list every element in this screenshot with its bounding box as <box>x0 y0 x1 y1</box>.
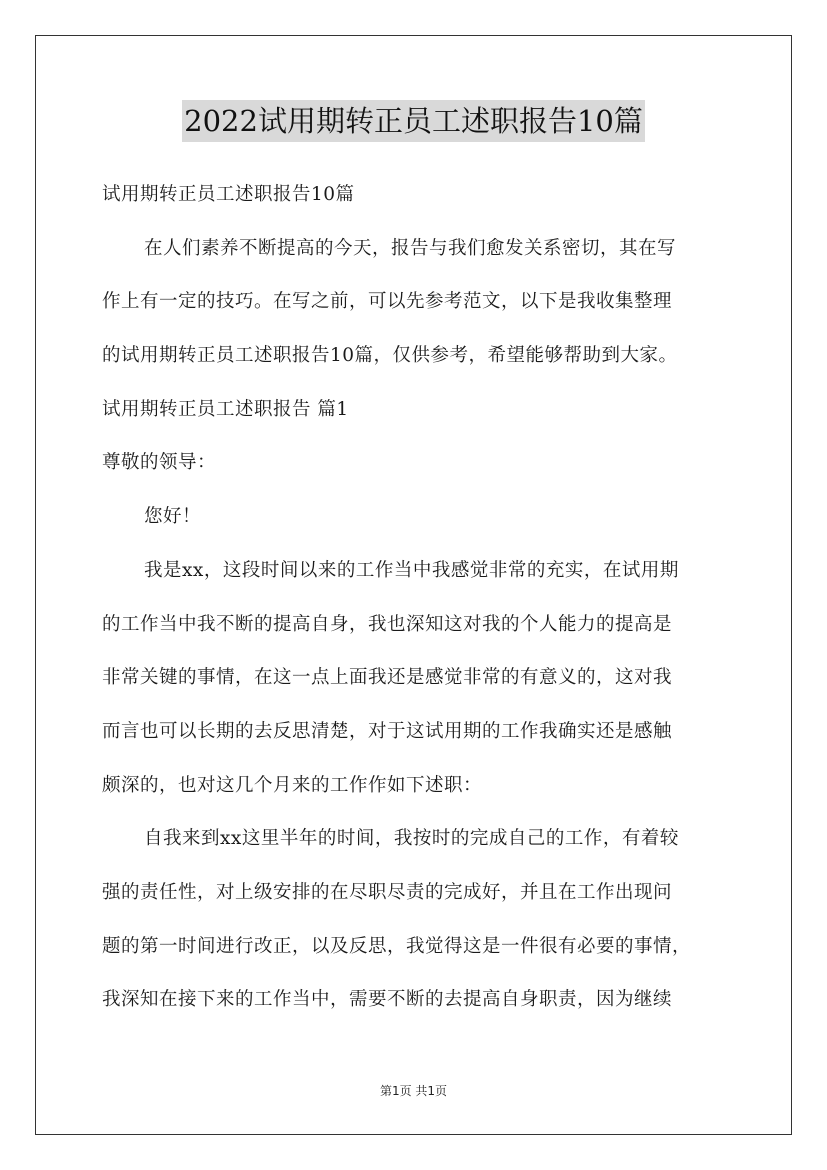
greeting-line: 您好！ <box>144 506 202 528</box>
page-number: 第1页 共1页 <box>379 1084 448 1098</box>
page-footer <box>0 1082 827 1099</box>
body-line: 非常关键的事情，在这一点上面我还是感觉非常的有意义的，这对我 <box>102 667 673 689</box>
body-line: 在人们素养不断提高的今天，报告与我们愈发关系密切，其在写 <box>144 237 677 259</box>
salutation-line: 尊敬的领导： <box>102 452 217 474</box>
body-line: 而言也可以长期的去反思清楚，对于这试用期的工作我确实还是感触 <box>102 720 673 742</box>
body-line: 作上有一定的技巧。在写之前，可以先参考范文，以下是我收集整理 <box>102 291 673 313</box>
body-line: 强的责任性，对上级安排的在尽职尽责的完成好，并且在工作出现问 <box>102 881 673 903</box>
body-line: 的工作当中我不断的提高自身，我也深知这对我的个人能力的提高是 <box>102 613 673 635</box>
subtitle-line: 试用期转正员工述职报告10篇 <box>102 184 355 205</box>
body-line: 自我来到xx这里半年的时间，我按时的完成自己的工作，有着较 <box>144 828 679 850</box>
body-line: 题的第一时间进行改正，以及反思，我觉得这是一件很有必要的事情， <box>102 935 692 957</box>
body-line: 颇深的，也对这几个月来的工作作如下述职： <box>102 774 483 796</box>
body-line: 我是xx，这段时间以来的工作当中我感觉非常的充实，在试用期 <box>144 559 679 581</box>
body-line: 的试用期转正员工述职报告10篇，仅供参考，希望能够帮助到大家。 <box>102 345 678 367</box>
document-title: 2022试用期转正员工述职报告10篇 <box>182 100 645 142</box>
section-heading: 试用期转正员工述职报告 篇1 <box>102 398 349 420</box>
document-body <box>102 172 742 1031</box>
body-line: 我深知在接下来的工作当中，需要不断的去提高自身职责，因为继续 <box>102 989 673 1011</box>
title-container <box>0 100 827 142</box>
